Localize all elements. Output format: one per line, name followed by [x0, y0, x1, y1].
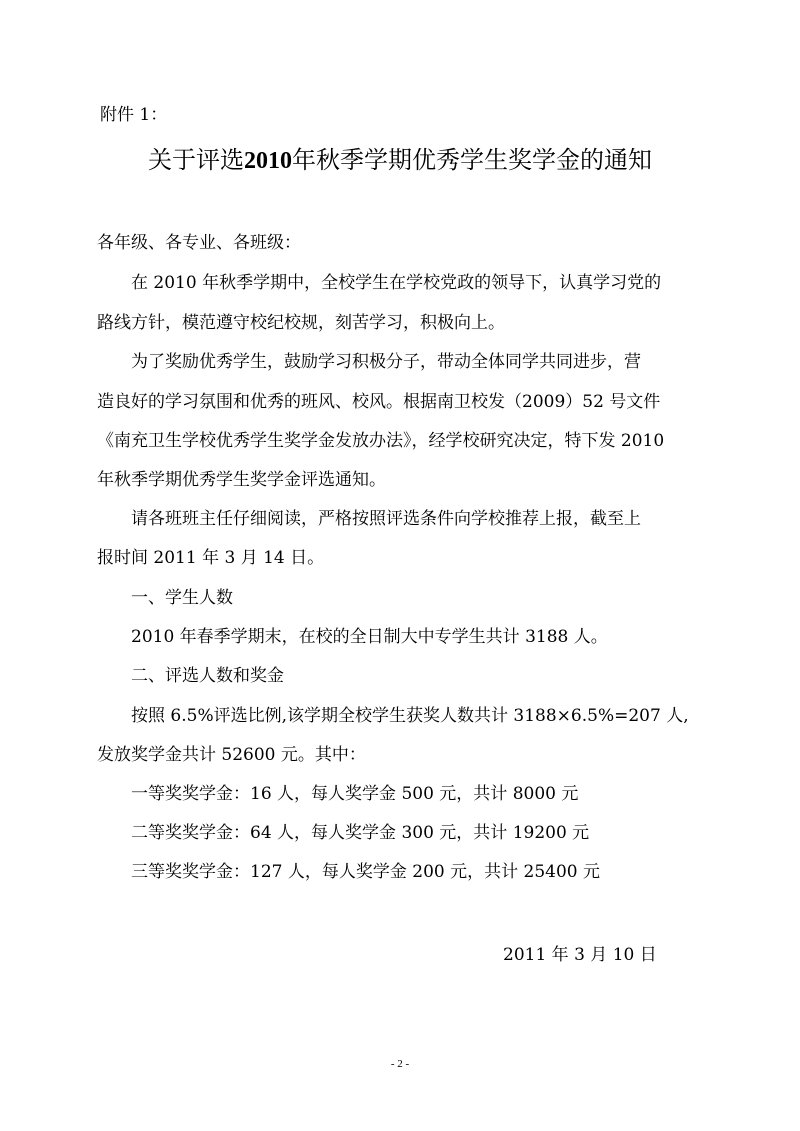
- section-heading: 一、学生人数: [131, 588, 233, 608]
- body-line: 报时间 2011 年 3 月 14 日。: [97, 548, 325, 568]
- body-line: 2010 年春季学期末，在校的全日制大中专学生共计 3188 人。: [131, 627, 608, 647]
- body-line: 发放奖学金共计 52600 元。其中：: [97, 745, 366, 765]
- title-prefix: 关于评选: [148, 146, 244, 174]
- award-line-third: 三等奖奖学金：127 人，每人奖学金 200 元，共计 25400 元: [131, 862, 600, 882]
- title-suffix: 年秋季学期优秀学生奖学金的通知: [292, 146, 652, 174]
- body-line: 路线方针，模范遵守校纪校规，刻苦学习，积极向上。: [97, 313, 505, 333]
- page-number: - 2 -: [390, 1058, 410, 1070]
- body-line: 年秋季学期优秀学生奖学金评选通知。: [97, 470, 386, 490]
- body-line: 按照 6.5%评选比例,该学期全校学生获奖人数共计 3188×6.5%=207 人,: [131, 706, 689, 726]
- body-line: 在 2010 年秋季学期中，全校学生在学校党政的领导下，认真学习党的: [131, 273, 662, 293]
- award-line-second: 二等奖奖学金：64 人，每人奖学金 300 元，共计 19200 元: [131, 823, 590, 843]
- body-line: 为了奖励优秀学生，鼓励学习积极分子，带动全体同学共同进步，营: [131, 352, 641, 372]
- page-title: [0, 144, 800, 177]
- document-date: 2011 年 3 月 10 日: [503, 945, 657, 965]
- body-line: 造良好的学习氛围和优秀的班风、校风。根据南卫校发（2009）52 号文件: [97, 392, 661, 412]
- section-heading: 二、评选人数和奖金: [131, 666, 284, 686]
- title-year: 2010: [244, 148, 292, 174]
- body-line: 请各班班主任仔细阅读，严格按照评选条件向学校推荐上报，截至上: [131, 509, 641, 529]
- salutation: 各年级、各专业、各班级：: [97, 233, 301, 253]
- body-line: 《南充卫生学校优秀学生奖学金发放办法》，经学校研究决定，特下发 2010: [97, 431, 665, 451]
- award-line-first: 一等奖奖学金：16 人，每人奖学金 500 元，共计 8000 元: [131, 784, 579, 804]
- attachment-label: 附件 1：: [100, 105, 168, 125]
